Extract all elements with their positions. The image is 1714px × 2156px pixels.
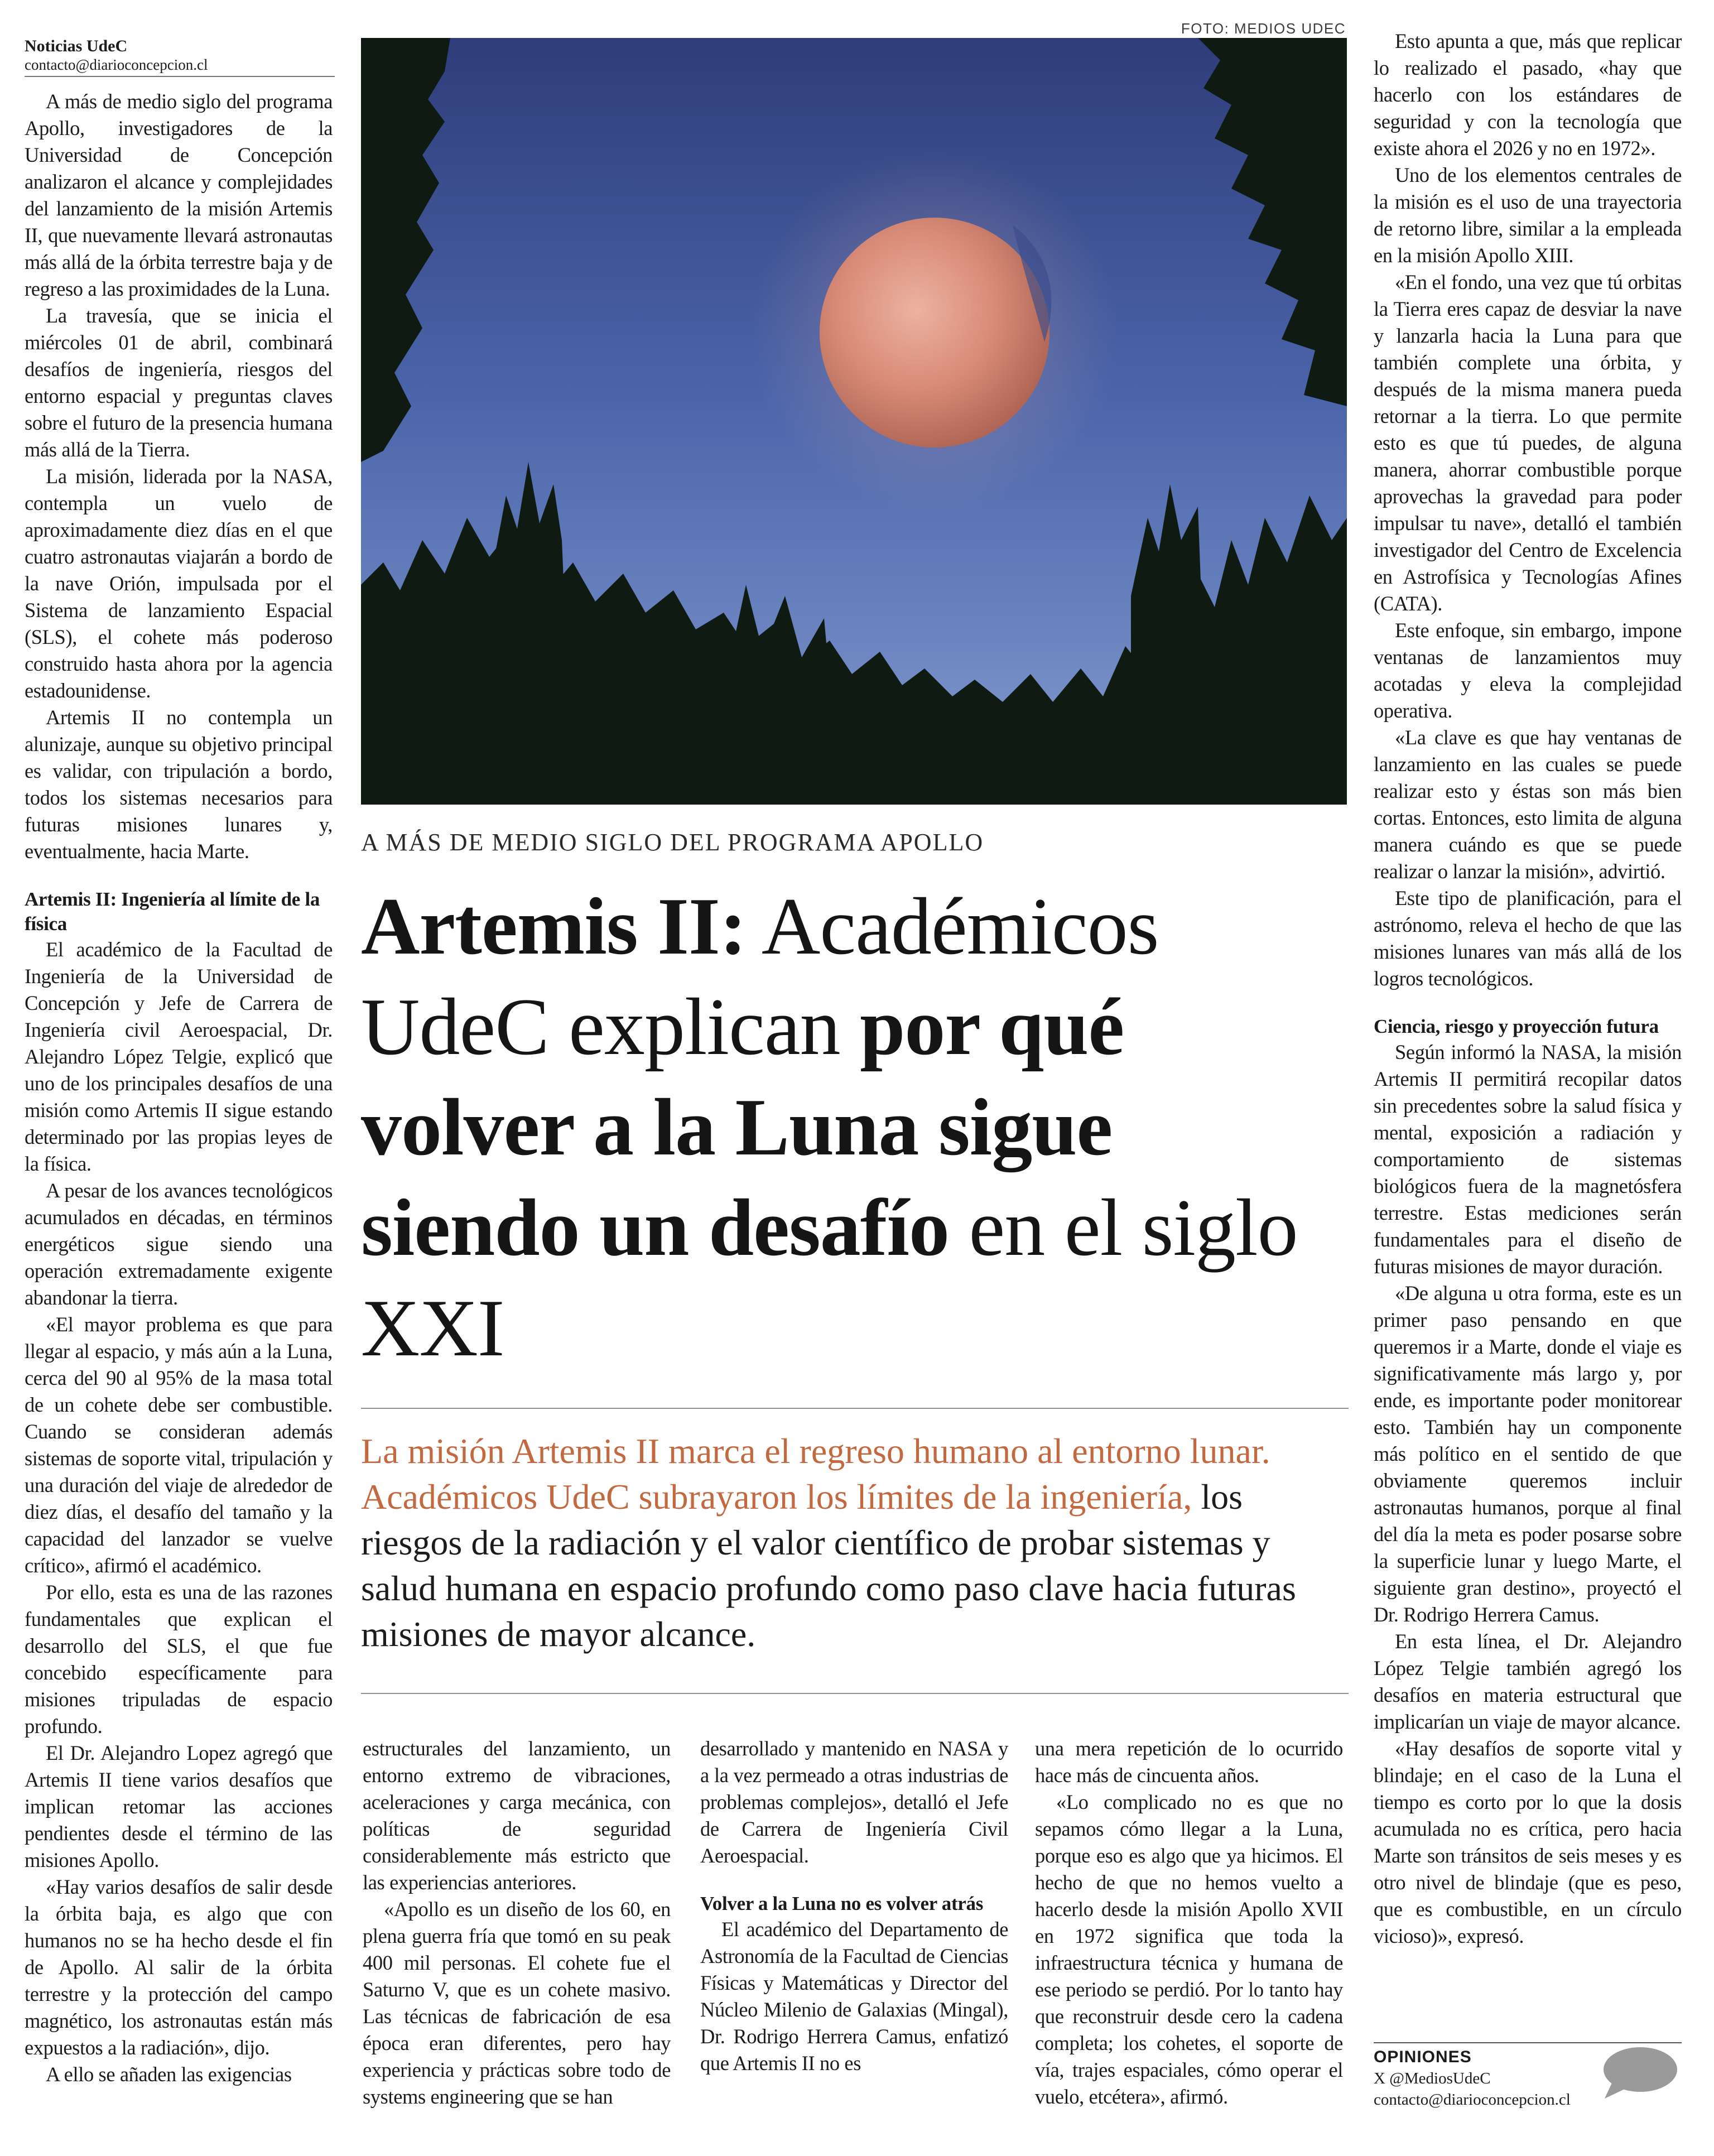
paragraph: Por ello, esta es una de las razones fundamentales que explican el desarrollo del SLS, el que fue concebido específicamente para misiones tripuladas de espacio profundo. [25,1581,333,1738]
opinions-email[interactable]: contacto@diarioconcepcion.cl [1374,2091,1571,2109]
column-2 [363,1735,671,2110]
paragraph: Este enfoque, sin embargo, impone ventanas de lanzamientos muy acotadas y eleva la complejidad operativa. [1374,619,1682,722]
opinions-box [1374,2047,1597,2110]
byline-rule [25,76,335,77]
paragraph: Uno de los elementos centrales de la misión es el uso de una trayectoria de retorno libre, similar a la empleada en la misión Apollo XIII. [1374,163,1682,267]
paragraph: «Hay desafíos de soporte vital y blindaje; en el caso de la Luna el tiempo es corto por lo que la dosis acumulada no es crítica, pero hacia Marte son tránsitos de seis meses y es otro nivel de blindaje (que es peso, que es combustible, en un círculo vicioso)», expresó. [1374,1737,1682,1947]
opinions-rule [1374,2042,1682,2043]
paragraph: Según informó la NASA, la misión Artemis II permitirá recopilar datos sin precedentes sobre la salud física y mental, exposición a radiación y comportamiento de sistemas biológicos fuera de la magnetósfera terrestre. Estas mediciones serán fundamentales para el diseño de futuras misiones de mayor duración. [1374,1041,1682,1278]
paragraph: El académico de la Facultad de Ingeniería de la Universidad de Concepción y Jefe de Carrera de Ingeniería civil Aeroespacial, Dr. Alejandro López Telgie, explicó que uno de los principales desafíos de una misión como Artemis II sigue estando determinado por las propias leyes de la física. [25,938,333,1175]
moon-photo [361,38,1347,805]
paragraph: A más de medio siglo del programa Apollo, investigadores de la Universidad de Concepción analizaron el alcance y complejidades del lanzamiento de la misión Artemis II, que nuevamente llevará astronautas más allá de la órbita terrestre baja y de regreso a las proximidades de la Luna. [25,90,333,300]
deck [361,1428,1349,1657]
headline-part: en el siglo XXI [361,1182,1298,1373]
headline-part: Académicos UdeC explican [361,881,1159,1072]
paragraph: «El mayor problema es que para llegar al espacio, y más aún a la Luna, cerca del 90 al 95% de la masa total de un cohete debe ser combustible. Cuando se consideran además sistemas de soporte vital, tripulación y una duración del viaje de alrededor de diez días, el desafío del tamaño y la capacidad del lanzador se vuelve crítico», afirmó el académico. [25,1313,333,1577]
paragraph: A ello se añaden las exigencias [46,2063,292,2086]
byline-email[interactable]: contacto@diarioconcepcion.cl [25,56,208,73]
paragraph: «Hay varios desafíos de salir desde la órbita baja, es algo que con humanos no se ha hecho desde el fin de Apollo. Al salir de la órbita terrestre y la protección del campo magnético, los astronautas están más expuestos a la radiación», dijo. [25,1875,333,2059]
subheading: Artemis II: Ingeniería al límite de la física [25,888,320,935]
paragraph: «La clave es que hay ventanas de lanzamiento en las cuales se puede realizar esto y éstas son más bien cortas. Entonces, esto limita de alguna manera cuándo es que se puede realizar o lanzar la misión», advirtió. [1374,726,1682,883]
paragraph: Esto apunta a que, más que replicar lo realizado el pasado, «hay que hacerlo con los estándares de seguridad y con la tecnología que existe ahora el 2026 y no en 1972». [1374,30,1682,160]
deck-lead: La misión Artemis II marca el regreso humano al entorno lunar. Académicos UdeC subrayaron los límites de la ingeniería, [361,1431,1270,1517]
paragraph: La misión, liderada por la NASA, contempla un vuelo de aproximadamente diez días en el que cuatro astronautas viajarán a bordo de la nave Orión, impulsada por el Sistema de lanzamiento Espacial (SLS), el cohete más poderoso construido hasta ahora por la agencia estadounidense. [25,465,333,702]
paragraph: Artemis II no contempla un alunizaje, aunque su objetivo principal es validar, con tripulación a bordo, todos los sistemas necesarios para futuras misiones lunares y, eventualmente, hacia Marte. [25,706,333,863]
paragraph: El académico del Departamento de Astronomía de la Facultad de Ciencias Físicas y Matemáticas y Director del Núcleo Milenio de Galaxias (Mingal), Dr. Rodrigo Herrera Camus, enfatizó que Artemis II no es [700,1918,1008,2075]
subheading: Ciencia, riesgo y proyección futura [1374,1016,1659,1037]
speech-bubble-icon [1600,2045,1678,2101]
headline-part: Artemis II: [361,881,747,971]
subheading: Volver a la Luna no es volver atrás [700,1893,984,1914]
column-1 [25,88,333,2088]
headline [361,876,1349,1378]
paragraph: «En el fondo, una vez que tú orbitas la Tierra eres capaz de desviar la nave y lanzarla hacia la Luna para que también complete una órbita, y después de la misma manera pueda retornar a la tierra. Lo que permite esto es que tú puedes, de alguna manera, ahorrar combustible porque aprovechas la gravedad para poder impulsar tu nave», detalló el también investigador del Centro de Excelencia en Astrofísica y Tecnologías Afines (CATA). [1374,271,1682,615]
paragraph: En esta línea, el Dr. Alejandro López Telgie también agregó los desafíos en materia estructural que implicarían un viaje de mayor alcance. [1374,1630,1682,1733]
column-4 [1035,1735,1343,2110]
paragraph: «De alguna u otra forma, este es un primer paso pensando en que queremos ir a Marte, donde el viaje es significativamente más largo y, por ende, es importante poder monitorear esto. También hay un componente más político en el sentido de que obviamente queremos incluir astronautas humanos, porque al final del día la meta es poder posarse sobre la superficie lunar y luego Marte, el siguiente gran destino», proyectó el Dr. Rodrigo Herrera Camus. [1374,1282,1682,1626]
opinions-label: OPINIONES [1374,2048,1472,2066]
headline-part: por qué volver a la Luna sigue siendo un desafío [361,981,1124,1273]
deck-rest: los riesgos de la radiación y el valor científico de probar sistemas y salud humana en espacio profundo como paso clave hacia futuras misiones de mayor alcance. [361,1477,1296,1654]
byline [25,37,335,74]
opinions-handle[interactable]: X @MediosUdeC [1374,2070,1491,2087]
moon-shape [820,218,1049,447]
deck-rule-top [361,1408,1349,1409]
paragraph: estructurales del lanzamiento, un entorno extremo de vibraciones, aceleraciones y carga mecánica, con políticas de seguridad considerablemente más estricto que las experiencias anteriores. [363,1737,671,1894]
paragraph: El Dr. Alejandro Lopez agregó que Artemis II tiene varios desafíos que implican retomar las acciones pendientes desde el término de las misiones Apollo. [25,1741,333,1871]
paragraph: A pesar de los avances tecnológicos acumulados en décadas, en términos energéticos sigue siendo una operación extremadamente exigente abandonar la tierra. [25,1179,333,1309]
photo-credit: FOTO: MEDIOS UDEC [1181,20,1346,37]
paragraph: La travesía, que se inicia el miércoles 01 de abril, combinará desafíos de ingeniería, riesgos del entorno espacial y preguntas claves sobre el futuro de la presencia humana más allá de la Tierra. [25,304,333,461]
kicker: A MÁS DE MEDIO SIGLO DEL PROGRAMA APOLLO [361,829,984,856]
byline-section: Noticias UdeC [25,37,128,55]
deck-rule-bottom [361,1693,1349,1694]
paragraph: «Apollo es un diseño de los 60, en plena guerra fría que tomó en su peak 400 mil personas. El cohete fue el Saturno V, que es un cohete masivo. Las técnicas de fabricación de esa época eran diferentes, pero hay experiencia y prácticas sobre todo de systems engineering que se han [363,1898,671,2108]
column-3 [700,1735,1008,2077]
paragraph: una mera repetición de lo ocurrido hace más de cincuenta años. [1035,1737,1343,1787]
column-5 [1374,28,1682,1950]
paragraph: «Lo complicado no es que no sepamos cómo llegar a la Luna, porque eso es algo que ya hicimos. El hecho de que no hemos vuelto a hacerlo desde la misión Apollo XVII en 1972 significa que toda la infraestructura técnica y humana de ese periodo se perdió. Por lo tanto hay que reconstruir desde cero la cadena completa; los cohetes, el soporte de vía, trajes espaciales, cómo operar el vuelo, etcétera», afirmó. [1035,1791,1343,2108]
paragraph: Este tipo de planificación, para el astrónomo, releva el hecho de que las misiones lunares van más allá de los logros tecnológicos. [1374,887,1682,990]
paragraph: desarrollado y mantenido en NASA y a la vez permeado a otras industrias de problemas complejos», detalló el Jefe de Carrera de Ingeniería Civil Aeroespacial. [700,1737,1008,1867]
